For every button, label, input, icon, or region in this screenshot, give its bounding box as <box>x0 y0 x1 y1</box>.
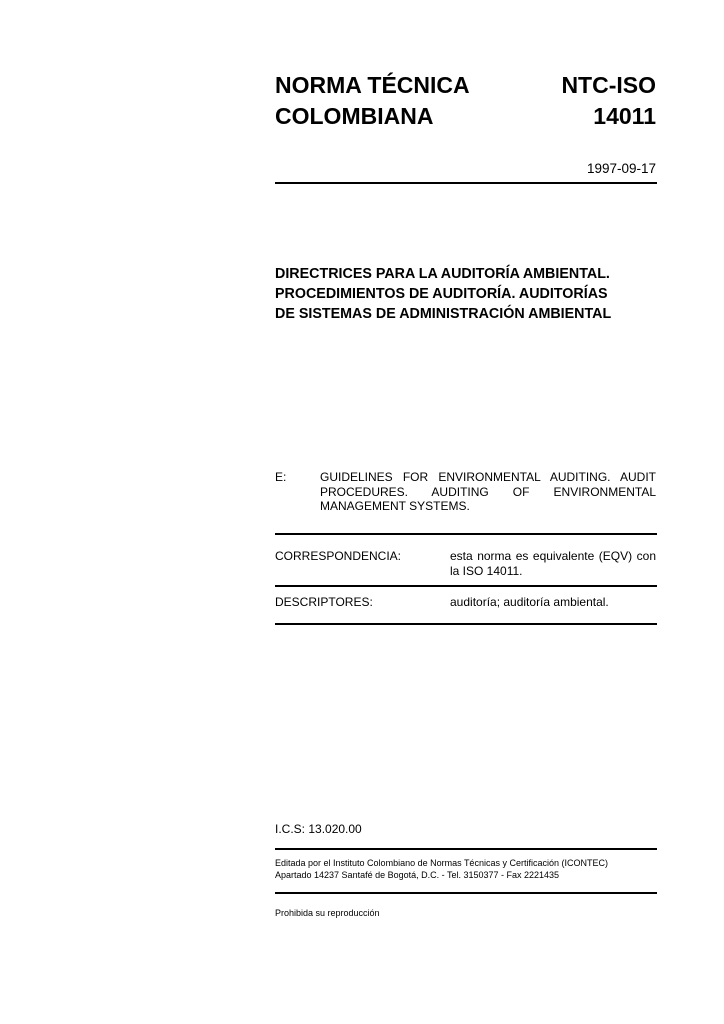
publisher-line1: Editada por el Instituto Colombiano de Normas Técnicas y Certificación (ICONTEC) <box>275 858 608 868</box>
standard-code-line2: 14011 <box>593 103 656 129</box>
publisher-info <box>275 858 657 881</box>
document-title-line3: DE SISTEMAS DE ADMINISTRACIÓN AMBIENTAL <box>275 306 612 322</box>
descriptores-divider <box>275 623 657 625</box>
english-divider <box>275 533 657 535</box>
publisher-line2: Apartado 14237 Santafé de Bogotá, D.C. - Tel. 3150377 - Fax 2221435 <box>275 869 560 880</box>
header-divider <box>275 182 657 184</box>
reproduction-notice: Prohibida su reproducción <box>275 908 380 918</box>
english-title-text: GUIDELINES FOR ENVIRONMENTAL AUDITING. AUDIT PROCEDURES. AUDITING OF ENVIRONMENTAL MANAGEMENT SYSTEMS. <box>320 470 656 513</box>
standard-code-line1: NTC-ISO <box>561 72 656 98</box>
ics-code: I.C.S: 13.020.00 <box>275 822 362 836</box>
standard-type-line1: NORMA TÉCNICA <box>275 72 470 98</box>
document-title-line1: DIRECTRICES PARA LA AUDITORÍA AMBIENTAL. <box>275 266 610 282</box>
descriptores-value: auditoría; auditoría ambiental. <box>450 595 609 609</box>
standard-code-heading <box>496 70 656 132</box>
correspondencia-value: esta norma es equivalente (EQV) con la ISO 14011. <box>450 549 656 578</box>
descriptores-label: DESCRIPTORES: <box>275 595 373 609</box>
standard-type-line2: COLOMBIANA <box>275 103 434 129</box>
publication-date: 1997-09-17 <box>586 161 656 176</box>
ics-divider <box>275 848 657 850</box>
document-title <box>275 264 657 324</box>
publisher-divider <box>275 892 657 894</box>
english-title-label: E: <box>275 470 287 484</box>
correspondencia-divider <box>275 585 657 587</box>
correspondencia-label: CORRESPONDENCIA: <box>275 549 402 563</box>
document-title-line2: PROCEDIMIENTOS DE AUDITORÍA. AUDITORÍAS <box>275 286 608 302</box>
